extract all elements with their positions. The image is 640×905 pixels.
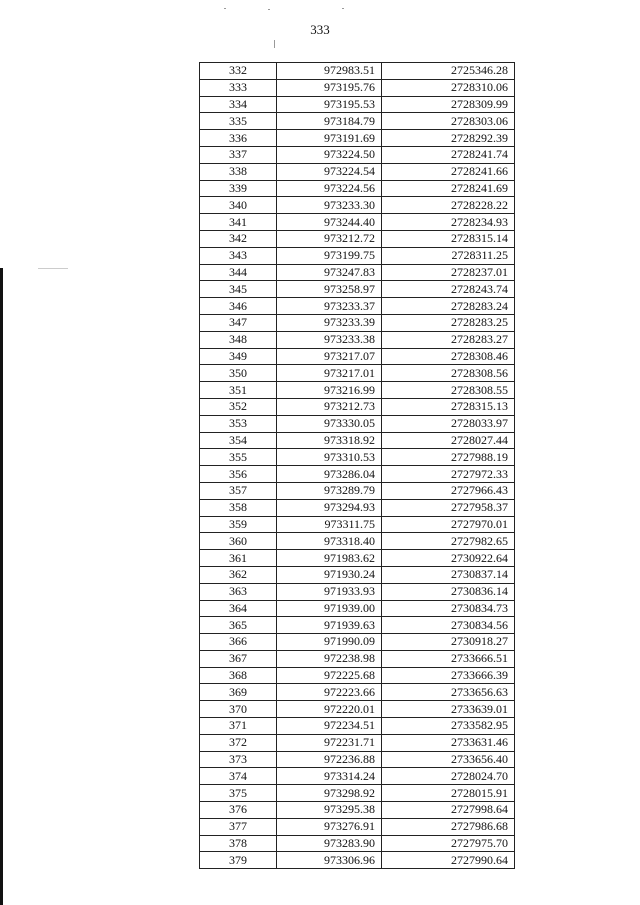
point-number-cell: 363 bbox=[200, 583, 277, 600]
point-number-cell: 338 bbox=[200, 163, 277, 180]
table-row bbox=[200, 499, 515, 516]
y-coordinate-cell: 2727970.01 bbox=[382, 516, 515, 533]
y-coordinate-cell: 2730834.73 bbox=[382, 600, 515, 617]
point-number-cell: 352 bbox=[200, 398, 277, 415]
table-row bbox=[200, 230, 515, 247]
point-number-cell: 376 bbox=[200, 802, 277, 819]
x-coordinate-cell: 973191.69 bbox=[277, 130, 382, 147]
scan-edge-bar bbox=[0, 268, 3, 905]
x-coordinate-cell: 973244.40 bbox=[277, 214, 382, 231]
y-coordinate-cell: 2728315.13 bbox=[382, 398, 515, 415]
x-coordinate-cell: 973217.01 bbox=[277, 365, 382, 382]
point-number-cell: 336 bbox=[200, 130, 277, 147]
table-row bbox=[200, 785, 515, 802]
y-coordinate-cell: 2733666.51 bbox=[382, 650, 515, 667]
point-number-cell: 366 bbox=[200, 634, 277, 651]
table-row bbox=[200, 482, 515, 499]
table-row bbox=[200, 583, 515, 600]
point-number-cell: 377 bbox=[200, 818, 277, 835]
y-coordinate-cell: 2727990.64 bbox=[382, 852, 515, 869]
table-row bbox=[200, 634, 515, 651]
point-number-cell: 353 bbox=[200, 415, 277, 432]
table-row bbox=[200, 314, 515, 331]
point-number-cell: 369 bbox=[200, 684, 277, 701]
x-coordinate-cell: 972220.01 bbox=[277, 701, 382, 718]
point-number-cell: 359 bbox=[200, 516, 277, 533]
x-coordinate-cell: 973212.73 bbox=[277, 398, 382, 415]
x-coordinate-cell: 973224.54 bbox=[277, 163, 382, 180]
y-coordinate-cell: 2725346.28 bbox=[382, 63, 515, 80]
point-number-cell: 360 bbox=[200, 533, 277, 550]
table-row bbox=[200, 247, 515, 264]
coordinates-table-body bbox=[200, 63, 515, 869]
table-row bbox=[200, 398, 515, 415]
x-coordinate-cell: 973195.53 bbox=[277, 96, 382, 113]
x-coordinate-cell: 973233.39 bbox=[277, 314, 382, 331]
y-coordinate-cell: 2728310.06 bbox=[382, 79, 515, 96]
point-number-cell: 371 bbox=[200, 718, 277, 735]
x-coordinate-cell: 973294.93 bbox=[277, 499, 382, 516]
x-coordinate-cell: 971990.09 bbox=[277, 634, 382, 651]
point-number-cell: 332 bbox=[200, 63, 277, 80]
x-coordinate-cell: 973318.40 bbox=[277, 533, 382, 550]
table-row bbox=[200, 852, 515, 869]
x-coordinate-cell: 972236.88 bbox=[277, 751, 382, 768]
y-coordinate-cell: 2728237.01 bbox=[382, 264, 515, 281]
point-number-cell: 343 bbox=[200, 247, 277, 264]
point-number-cell: 341 bbox=[200, 214, 277, 231]
scan-speck bbox=[342, 8, 344, 9]
x-coordinate-cell: 971939.63 bbox=[277, 617, 382, 634]
y-coordinate-cell: 2730836.14 bbox=[382, 583, 515, 600]
x-coordinate-cell: 973318.92 bbox=[277, 432, 382, 449]
y-coordinate-cell: 2733656.40 bbox=[382, 751, 515, 768]
y-coordinate-cell: 2728292.39 bbox=[382, 130, 515, 147]
x-coordinate-cell: 973306.96 bbox=[277, 852, 382, 869]
point-number-cell: 339 bbox=[200, 180, 277, 197]
x-coordinate-cell: 973310.53 bbox=[277, 449, 382, 466]
y-coordinate-cell: 2728241.69 bbox=[382, 180, 515, 197]
table-row bbox=[200, 365, 515, 382]
point-number-cell: 337 bbox=[200, 146, 277, 163]
table-row bbox=[200, 113, 515, 130]
table-row bbox=[200, 734, 515, 751]
x-coordinate-cell: 973289.79 bbox=[277, 482, 382, 499]
point-number-cell: 355 bbox=[200, 449, 277, 466]
y-coordinate-cell: 2727975.70 bbox=[382, 835, 515, 852]
x-coordinate-cell: 973233.38 bbox=[277, 331, 382, 348]
point-number-cell: 374 bbox=[200, 768, 277, 785]
point-number-cell: 340 bbox=[200, 197, 277, 214]
x-coordinate-cell: 973195.76 bbox=[277, 79, 382, 96]
y-coordinate-cell: 2728234.93 bbox=[382, 214, 515, 231]
point-number-cell: 361 bbox=[200, 550, 277, 567]
table-row bbox=[200, 96, 515, 113]
y-coordinate-cell: 2728308.55 bbox=[382, 382, 515, 399]
y-coordinate-cell: 2733656.63 bbox=[382, 684, 515, 701]
table-row bbox=[200, 533, 515, 550]
x-coordinate-cell: 973199.75 bbox=[277, 247, 382, 264]
point-number-cell: 344 bbox=[200, 264, 277, 281]
y-coordinate-cell: 2728243.74 bbox=[382, 281, 515, 298]
x-coordinate-cell: 973224.56 bbox=[277, 180, 382, 197]
x-coordinate-cell: 971933.93 bbox=[277, 583, 382, 600]
table-row bbox=[200, 163, 515, 180]
scan-speck bbox=[274, 40, 275, 48]
x-coordinate-cell: 973233.30 bbox=[277, 197, 382, 214]
y-coordinate-cell: 2728015.91 bbox=[382, 785, 515, 802]
y-coordinate-cell: 2728311.25 bbox=[382, 247, 515, 264]
point-number-cell: 379 bbox=[200, 852, 277, 869]
table-row bbox=[200, 566, 515, 583]
x-coordinate-cell: 973217.07 bbox=[277, 348, 382, 365]
y-coordinate-cell: 2727982.65 bbox=[382, 533, 515, 550]
x-coordinate-cell: 973216.99 bbox=[277, 382, 382, 399]
table-row bbox=[200, 382, 515, 399]
table-row bbox=[200, 415, 515, 432]
table-row bbox=[200, 214, 515, 231]
table-row bbox=[200, 197, 515, 214]
point-number-cell: 370 bbox=[200, 701, 277, 718]
y-coordinate-cell: 2728241.74 bbox=[382, 146, 515, 163]
y-coordinate-cell: 2730922.64 bbox=[382, 550, 515, 567]
scan-speck bbox=[268, 9, 270, 10]
y-coordinate-cell: 2733639.01 bbox=[382, 701, 515, 718]
point-number-cell: 347 bbox=[200, 314, 277, 331]
x-coordinate-cell: 973212.72 bbox=[277, 230, 382, 247]
point-number-cell: 375 bbox=[200, 785, 277, 802]
x-coordinate-cell: 972983.51 bbox=[277, 63, 382, 80]
y-coordinate-cell: 2727988.19 bbox=[382, 449, 515, 466]
table-row bbox=[200, 348, 515, 365]
point-number-cell: 365 bbox=[200, 617, 277, 634]
table-row bbox=[200, 768, 515, 785]
y-coordinate-cell: 2727998.64 bbox=[382, 802, 515, 819]
point-number-cell: 368 bbox=[200, 667, 277, 684]
point-number-cell: 372 bbox=[200, 734, 277, 751]
x-coordinate-cell: 972225.68 bbox=[277, 667, 382, 684]
y-coordinate-cell: 2728228.22 bbox=[382, 197, 515, 214]
table-row bbox=[200, 600, 515, 617]
scan-speck bbox=[224, 8, 226, 9]
x-coordinate-cell: 971930.24 bbox=[277, 566, 382, 583]
x-coordinate-cell: 972223.66 bbox=[277, 684, 382, 701]
point-number-cell: 349 bbox=[200, 348, 277, 365]
y-coordinate-cell: 2728308.46 bbox=[382, 348, 515, 365]
table-row bbox=[200, 802, 515, 819]
y-coordinate-cell: 2728309.99 bbox=[382, 96, 515, 113]
x-coordinate-cell: 973283.90 bbox=[277, 835, 382, 852]
point-number-cell: 350 bbox=[200, 365, 277, 382]
y-coordinate-cell: 2728283.25 bbox=[382, 314, 515, 331]
point-number-cell: 378 bbox=[200, 835, 277, 852]
table-row bbox=[200, 751, 515, 768]
x-coordinate-cell: 971983.62 bbox=[277, 550, 382, 567]
point-number-cell: 345 bbox=[200, 281, 277, 298]
point-number-cell: 367 bbox=[200, 650, 277, 667]
point-number-cell: 346 bbox=[200, 298, 277, 315]
point-number-cell: 373 bbox=[200, 751, 277, 768]
point-number-cell: 342 bbox=[200, 230, 277, 247]
x-coordinate-cell: 972238.98 bbox=[277, 650, 382, 667]
x-coordinate-cell: 973184.79 bbox=[277, 113, 382, 130]
point-number-cell: 334 bbox=[200, 96, 277, 113]
x-coordinate-cell: 973330.05 bbox=[277, 415, 382, 432]
y-coordinate-cell: 2728308.56 bbox=[382, 365, 515, 382]
y-coordinate-cell: 2728283.24 bbox=[382, 298, 515, 315]
point-number-cell: 348 bbox=[200, 331, 277, 348]
x-coordinate-cell: 973233.37 bbox=[277, 298, 382, 315]
y-coordinate-cell: 2730834.56 bbox=[382, 617, 515, 634]
x-coordinate-cell: 973286.04 bbox=[277, 466, 382, 483]
y-coordinate-cell: 2733666.39 bbox=[382, 667, 515, 684]
table-row bbox=[200, 63, 515, 80]
x-coordinate-cell: 973224.50 bbox=[277, 146, 382, 163]
x-coordinate-cell: 973276.91 bbox=[277, 818, 382, 835]
x-coordinate-cell: 973247.83 bbox=[277, 264, 382, 281]
y-coordinate-cell: 2728283.27 bbox=[382, 331, 515, 348]
point-number-cell: 351 bbox=[200, 382, 277, 399]
point-number-cell: 358 bbox=[200, 499, 277, 516]
y-coordinate-cell: 2727972.33 bbox=[382, 466, 515, 483]
table-row bbox=[200, 684, 515, 701]
table-row bbox=[200, 516, 515, 533]
table-row bbox=[200, 617, 515, 634]
y-coordinate-cell: 2727958.37 bbox=[382, 499, 515, 516]
table-row bbox=[200, 449, 515, 466]
point-number-cell: 364 bbox=[200, 600, 277, 617]
table-row bbox=[200, 701, 515, 718]
table-row bbox=[200, 146, 515, 163]
table-row bbox=[200, 718, 515, 735]
point-number-cell: 333 bbox=[200, 79, 277, 96]
y-coordinate-cell: 2733631.46 bbox=[382, 734, 515, 751]
y-coordinate-cell: 2728033.97 bbox=[382, 415, 515, 432]
y-coordinate-cell: 2728241.66 bbox=[382, 163, 515, 180]
y-coordinate-cell: 2728024.70 bbox=[382, 768, 515, 785]
x-coordinate-cell: 972231.71 bbox=[277, 734, 382, 751]
scan-speck bbox=[38, 268, 68, 269]
table-row bbox=[200, 180, 515, 197]
table-row bbox=[200, 650, 515, 667]
x-coordinate-cell: 972234.51 bbox=[277, 718, 382, 735]
y-coordinate-cell: 2727966.43 bbox=[382, 482, 515, 499]
x-coordinate-cell: 973298.92 bbox=[277, 785, 382, 802]
y-coordinate-cell: 2727986.68 bbox=[382, 818, 515, 835]
table-row bbox=[200, 667, 515, 684]
page-number: 333 bbox=[310, 22, 330, 37]
y-coordinate-cell: 2728315.14 bbox=[382, 230, 515, 247]
point-number-cell: 354 bbox=[200, 432, 277, 449]
y-coordinate-cell: 2728303.06 bbox=[382, 113, 515, 130]
y-coordinate-cell: 2730918.27 bbox=[382, 634, 515, 651]
table-row bbox=[200, 264, 515, 281]
point-number-cell: 356 bbox=[200, 466, 277, 483]
table-row bbox=[200, 298, 515, 315]
y-coordinate-cell: 2730837.14 bbox=[382, 566, 515, 583]
point-number-cell: 357 bbox=[200, 482, 277, 499]
x-coordinate-cell: 973314.24 bbox=[277, 768, 382, 785]
point-number-cell: 362 bbox=[200, 566, 277, 583]
table-row bbox=[200, 835, 515, 852]
table-row bbox=[200, 432, 515, 449]
table-row bbox=[200, 818, 515, 835]
x-coordinate-cell: 973311.75 bbox=[277, 516, 382, 533]
table-row bbox=[200, 331, 515, 348]
y-coordinate-cell: 2733582.95 bbox=[382, 718, 515, 735]
table-row bbox=[200, 79, 515, 96]
coordinates-table bbox=[199, 62, 515, 869]
table-row bbox=[200, 281, 515, 298]
point-number-cell: 335 bbox=[200, 113, 277, 130]
table-row bbox=[200, 130, 515, 147]
table-row bbox=[200, 550, 515, 567]
x-coordinate-cell: 971939.00 bbox=[277, 600, 382, 617]
x-coordinate-cell: 973258.97 bbox=[277, 281, 382, 298]
table-row bbox=[200, 466, 515, 483]
x-coordinate-cell: 973295.38 bbox=[277, 802, 382, 819]
y-coordinate-cell: 2728027.44 bbox=[382, 432, 515, 449]
